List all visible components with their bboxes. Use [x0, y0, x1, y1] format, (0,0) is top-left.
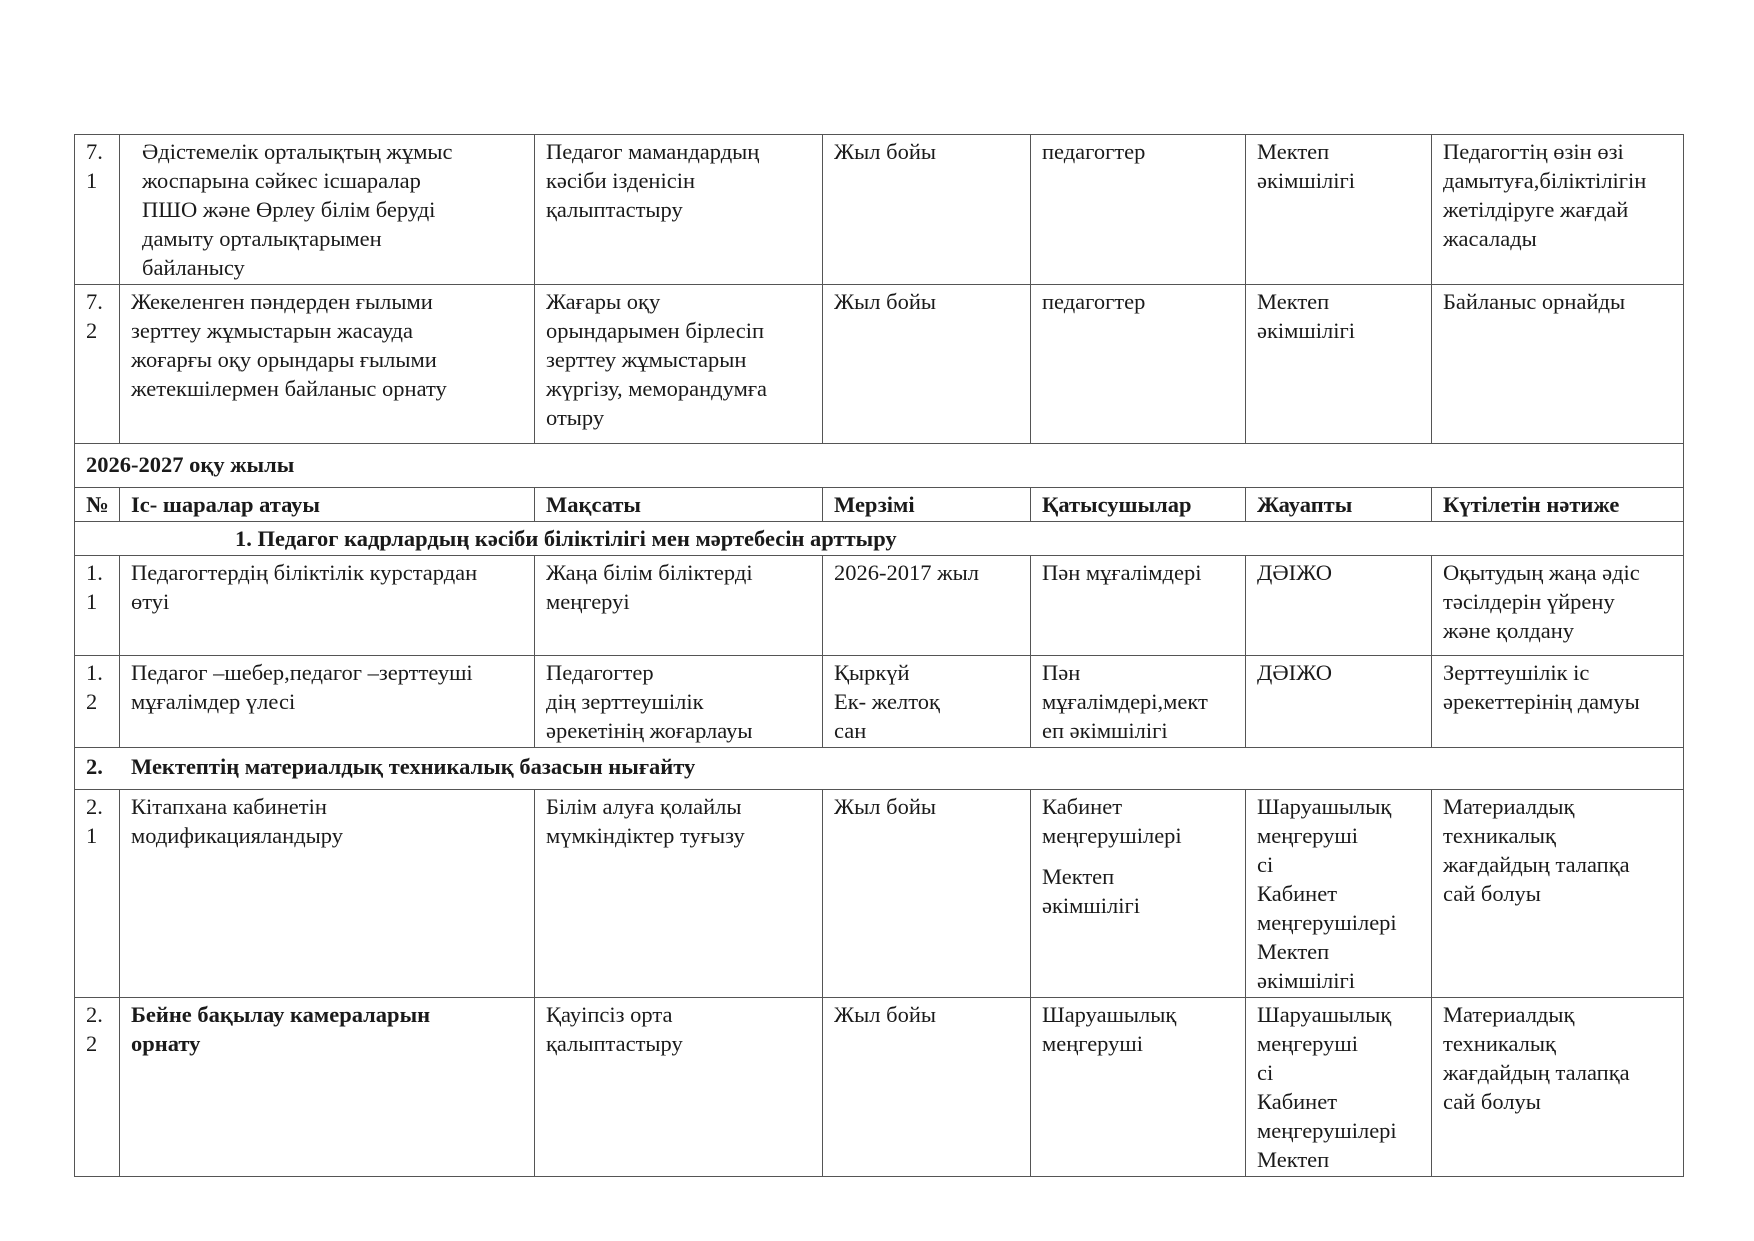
table-row: [75, 790, 1684, 998]
event-participants: педагогтер: [1031, 285, 1246, 444]
event-participants: Шаруашылық меңгеруші: [1031, 998, 1246, 1177]
event-term: 2026-2017 жыл: [823, 556, 1031, 656]
row-number: 1. 1: [75, 556, 120, 656]
event-responsible: Шаруашылық меңгеруші сі Кабинет меңгерушілері Мектеп әкімшілігі: [1246, 790, 1432, 998]
section-title: 2. Мектептің материалдық техникалық базасын нығайту: [75, 748, 1684, 790]
header-term: Мерзімі: [823, 488, 1031, 522]
event-responsible: Мектеп әкімшілігі: [1246, 135, 1432, 285]
event-responsible: ДӘІЖО: [1246, 656, 1432, 748]
header-num: №: [75, 488, 120, 522]
event-responsible: Мектеп әкімшілігі: [1246, 285, 1432, 444]
event-responsible: ДӘІЖО: [1246, 556, 1432, 656]
table-row: [75, 285, 1684, 444]
event-goal: Жаңа білім біліктерді меңгеруі: [535, 556, 823, 656]
event-result: Оқытудың жаңа әдіс тәсілдерін үйрену және қолдану: [1432, 556, 1684, 656]
section-row: [75, 522, 1684, 556]
plan-table: [74, 134, 1684, 1177]
event-result: Материалдық техникалық жағдайдың талапқа сай болуы: [1432, 998, 1684, 1177]
header-goal: Мақсаты: [535, 488, 823, 522]
event-goal: Қауіпсіз орта қалыптастыру: [535, 998, 823, 1177]
event-participants: [1031, 790, 1246, 998]
event-result: Зерттеушілік іс әрекеттерінің дамуы: [1432, 656, 1684, 748]
row-number: 2. 2: [75, 998, 120, 1177]
event-result: Материалдық техникалық жағдайдың талапқа сай болуы: [1432, 790, 1684, 998]
event-goal: Білім алуға қолайлы мүмкіндіктер туғызу: [535, 790, 823, 998]
header-name: Іс- шаралар атауы: [120, 488, 535, 522]
table-row: [75, 135, 1684, 285]
event-name: Педагог –шебер,педагог –зерттеуші мұғалімдер үлесі: [120, 656, 535, 748]
section-title: 1. Педагог кадрлардың кәсіби біліктілігі мен мәртебесін арттыру: [75, 522, 1684, 556]
event-goal: Педагогтер дің зерттеушілік әрекетінің жоғарлауы: [535, 656, 823, 748]
row-number: 7. 2: [75, 285, 120, 444]
event-responsible: Шаруашылық меңгеруші сі Кабинет меңгерушілері Мектеп: [1246, 998, 1432, 1177]
year-title-row: [75, 444, 1684, 488]
event-name: Кітапхана кабинетін модификацияландыру: [120, 790, 535, 998]
event-name: Бейне бақылау камераларын орнату: [120, 998, 535, 1177]
event-goal: Педагог мамандардың кәсіби ізденісін қалыптастыру: [535, 135, 823, 285]
event-term: Жыл бойы: [823, 790, 1031, 998]
year-title: 2026-2027 оқу жылы: [75, 444, 1684, 488]
event-result: Байланыс орнайды: [1432, 285, 1684, 444]
event-participants: Пән мұғалімдері,мект еп әкімшілігі: [1031, 656, 1246, 748]
event-name: Әдістемелік орталықтың жұмыс жоспарына сәйкес ісшаралар ПШО және Өрлеу білім беруді дамыту орталықтарымен байланысу: [120, 135, 535, 285]
event-term: Қыркүй Ек- желтоқ сан: [823, 656, 1031, 748]
table-row: [75, 556, 1684, 656]
header-row: [75, 488, 1684, 522]
row-number: 7. 1: [75, 135, 120, 285]
header-result: Күтілетін нәтиже: [1432, 488, 1684, 522]
section-row: [75, 748, 1684, 790]
event-name: Жекеленген пәндерден ғылыми зерттеу жұмыстарын жасауда жоғарғы оқу орындары ғылыми жетекшілермен байланыс орнату: [120, 285, 535, 444]
event-participants: Пән мұғалімдері: [1031, 556, 1246, 656]
event-goal: Жағары оқу орындарымен бірлесіп зерттеу жұмыстарын жүргізу, меморандумға отыру: [535, 285, 823, 444]
event-term: Жыл бойы: [823, 285, 1031, 444]
table-row: [75, 998, 1684, 1177]
event-term: Жыл бойы: [823, 135, 1031, 285]
event-term: Жыл бойы: [823, 998, 1031, 1177]
row-number: 2. 1: [75, 790, 120, 998]
event-name: Педагогтердің біліктілік курстардан өтуі: [120, 556, 535, 656]
header-participants: Қатысушылар: [1031, 488, 1246, 522]
row-number: 1. 2: [75, 656, 120, 748]
header-responsible: Жауапты: [1246, 488, 1432, 522]
participants-line: Кабинет меңгерушілері: [1042, 794, 1182, 848]
event-participants: педагогтер: [1031, 135, 1246, 285]
event-result: Педагогтің өзін өзі дамытуға,біліктілігін жетілдіруге жағдай жасалады: [1432, 135, 1684, 285]
section-number: 2.: [86, 754, 103, 779]
participants-line: Мектеп әкімшілігі: [1042, 864, 1140, 918]
table-row: [75, 656, 1684, 748]
